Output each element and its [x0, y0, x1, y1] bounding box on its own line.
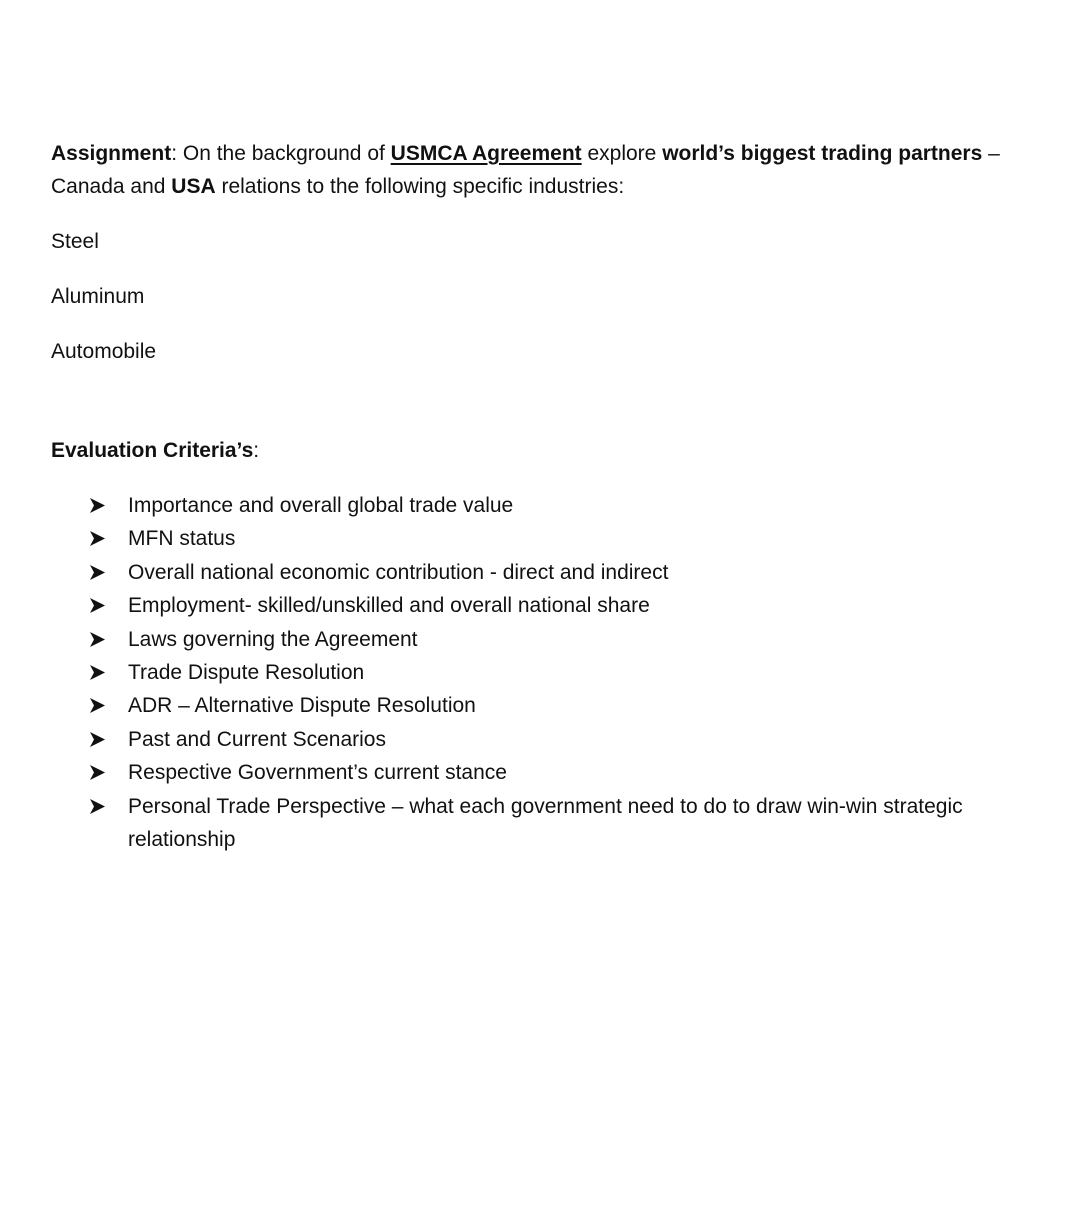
industry-item: Steel	[51, 230, 99, 253]
criteria-text: Overall national economic contribution - direct and indirect	[128, 560, 669, 584]
criteria-text: Personal Trade Perspective – what each government need to do to draw win-win strategic relationship	[128, 794, 963, 852]
assignment-text-2: explore	[581, 142, 663, 165]
criteria-text: MFN status	[128, 527, 236, 551]
criteria-list	[51, 489, 1041, 856]
criteria-text: ADR – Alternative Dispute Resolution	[128, 694, 476, 718]
assignment-label: Assignment	[51, 142, 172, 165]
evaluation-heading	[51, 434, 1041, 467]
criteria-text: Employment- skilled/unskilled and overall national share	[128, 594, 650, 618]
criteria-item	[51, 756, 1041, 789]
arrowhead-bullet-icon	[89, 656, 109, 689]
arrowhead-bullet-icon	[89, 489, 109, 522]
arrowhead-bullet-icon	[89, 689, 109, 722]
arrowhead-bullet-icon	[89, 556, 109, 589]
arrowhead-bullet-icon	[89, 522, 109, 555]
industry-item: Automobile	[51, 340, 157, 363]
criteria-item	[51, 556, 1041, 589]
criteria-item	[51, 656, 1041, 689]
criteria-text: Respective Government’s current stance	[128, 761, 507, 785]
arrowhead-bullet-icon	[89, 790, 109, 823]
criteria-item	[51, 522, 1041, 555]
arrowhead-bullet-icon	[89, 623, 109, 656]
assignment-paragraph	[51, 137, 1041, 203]
arrowhead-bullet-icon	[89, 756, 109, 789]
assignment-text-4: relations to the following specific industries:	[215, 175, 625, 198]
criteria-text: Past and Current Scenarios	[128, 727, 386, 751]
evaluation-heading-colon: :	[253, 439, 260, 462]
assignment-colon: :	[171, 142, 178, 165]
criteria-item	[51, 689, 1041, 722]
criteria-text: Importance and overall global trade value	[128, 494, 514, 517]
arrowhead-bullet-icon	[89, 723, 109, 756]
assignment-text-3: – Canada and	[51, 142, 1000, 198]
criteria-text: Laws governing the Agreement	[128, 627, 418, 651]
document-page	[51, 137, 1041, 856]
industry-item: Aluminum	[51, 285, 145, 308]
evaluation-heading-text: Evaluation Criteria’s	[51, 439, 254, 462]
partners-phrase: world’s biggest trading partners	[662, 142, 983, 165]
criteria-item	[51, 790, 1041, 857]
assignment-text-1: On the background of	[177, 142, 391, 165]
criteria-text: Trade Dispute Resolution	[128, 661, 365, 685]
agreement-name: USMCA Agreement	[390, 142, 582, 165]
arrowhead-bullet-icon	[89, 589, 109, 622]
criteria-item	[51, 489, 1041, 522]
usa-label: USA	[171, 175, 216, 198]
criteria-item	[51, 723, 1041, 756]
criteria-item	[51, 623, 1041, 656]
criteria-item	[51, 589, 1041, 622]
